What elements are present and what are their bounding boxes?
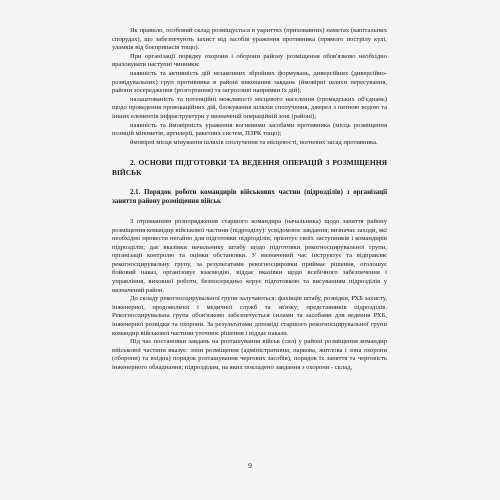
section-heading: 2. ОСНОВИ ПІДГОТОВКИ ТА ВЕДЕННЯ ОПЕРАЦІЙ З РОЗМІЩЕННЯ ВІЙСЬК: [112, 158, 387, 178]
paragraph: налаштованість та потенційні можливості місцевого населення (громадських об'єднань) щодо проведення провокаційних дій, блокування шляхів сполучення, джерел з питною водою та інших елементів інфраструктури у визначеній операційній зоні (районі);: [112, 95, 387, 120]
spacer: [112, 207, 387, 218]
page-content: [112, 27, 387, 373]
paragraph: наявність та ймовірність ураження вогневими засобами противника (місць розміщення позицій мінометів, артилерії, ракетних систем, ПЗРК тощо);: [112, 121, 387, 138]
spacer: [112, 147, 387, 158]
page-number: 9: [248, 461, 252, 470]
spacer: [112, 178, 387, 189]
paragraph: З отриманням розпорядження старшого командира (начальника) щодо заняття району розміщення командир військової частини (підрозділу): усвідомлює завдання; визначає заходи, які необхідно провести негайно для підготовки підрозділів; орієнтує своїх заступників і командирів підрозділів; дає вказівки начальнику штабу щодо підготовки рекогносцирувальної групи, організації контролю та оцінки обстановки. У визначений час інструктує та відправляє рекогносцирувальну групу, за результатами рекогносцировки приймає рішення, оголошує бойовий наказ, організовує взаємодію, віддає вказівки щодо всебічного забезпечення і управління, виховної роботи, безпосередньо керує підготовкою та висуванням підрозділів у визначений район.: [112, 217, 387, 294]
paragraph: Як правило, особовий склад розміщується в укриттях (приховавних) наметах (капітальних спорудах), що забезпечують захист від засобів ураження противника (прямого пострілу кулі, уламків від боєприпасів тощо).: [112, 27, 387, 52]
paragraph: ймовірні місця мінування шляхів сполучення та місцевості, вогневих засад противника.: [130, 138, 378, 146]
paragraph: При організації порядку охорони і оборони району розміщення обов'язково необхідно враховувати наступні чинники:: [112, 52, 387, 69]
paragraph: Під час постановки завдань на розташування військ (сил) у районі розміщення командир військової частини вказує: зони розміщення (адміністративна, паркова, житлова і зона охорони (оборони) та вхідна) порядок розташування чергових засобів), порядок їх заняття та черговість інженерного обладнання; підрозділам, на яких покладено завдання з охорони - склад,: [112, 338, 387, 371]
subsection-heading: 2.1. Порядок роботи командирів військових частин (підрозділів) з організації заняття району розміщення військ: [112, 189, 387, 206]
paragraph: наявність та активність дій незаконних збройних формувань, диверсійних (диверсійно-розвідувальних) груп противника в районі виконання завдань (ймовірні шляхи пересування, райони зосередження (розгортання) та загрозливі напрямки їх дій);: [112, 69, 387, 95]
paragraph: До складу рекогносцирувальної групи залучаються: фахівців штабу, розвідки, РХБ захисту, інженерної, продовольчої і медичної служб та зв'язку; представників підрозділів. Рекогносцирувальна група обов'язково забезпечується силами та засобами для ведення РХБ, інженерної розвідки та охорони. За результатами доповіді старшого рекогносцирувальної групи командир військової частини уточнює рішення і віддає накази.: [112, 295, 387, 337]
